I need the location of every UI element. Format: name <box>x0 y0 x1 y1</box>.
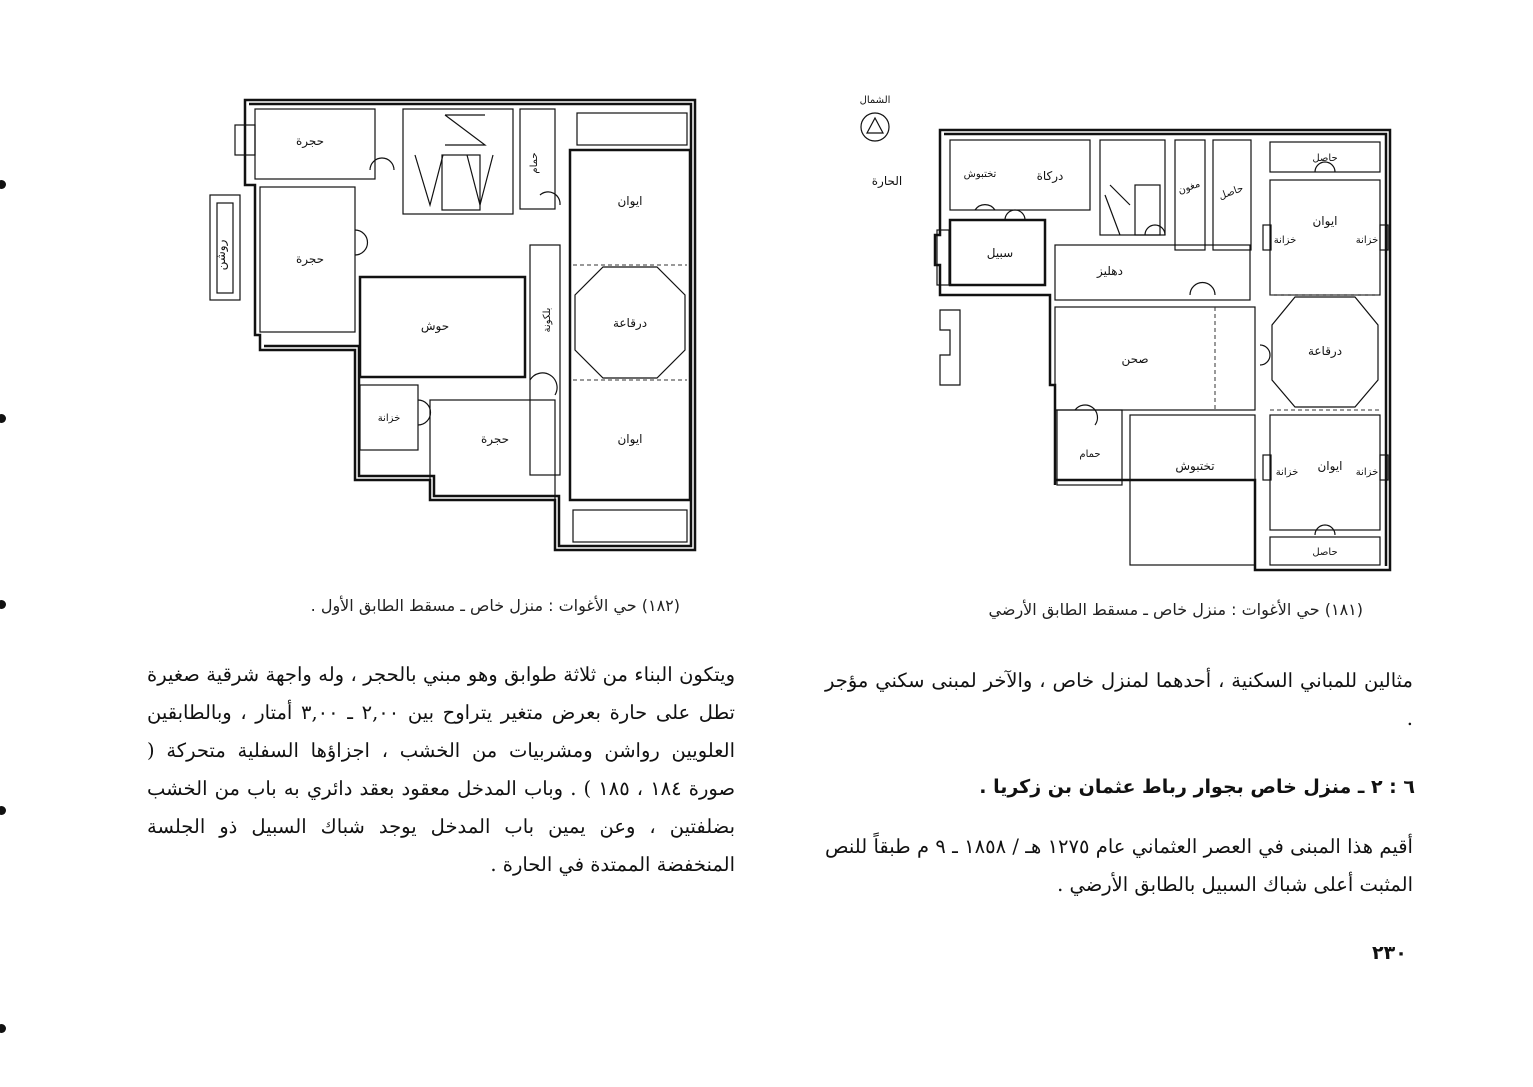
room-label-iwan-north: ايوان <box>1312 214 1338 228</box>
room-label-hujra-1: حجرة <box>295 134 325 148</box>
figure-caption-182: (١٨٢) حي الأغوات : منزل خاص ـ مسقط الطابق الأول . <box>310 596 680 615</box>
room-label-durqaa: درقاعة <box>612 316 648 330</box>
right-intro-text <box>825 662 1413 738</box>
left-paragraph: ويتكون البناء من ثلاثة طوابق وهو مبني بالحجر ، وله واجهة شرقية صغيرة تطل على حارة بعرض متغير يتراوح بين ٢,٠٠ ـ ٣,٠٠ أمتار ، وبالطابقين العلويين رواشن ومشربيات من الخشب ، اجزاؤها السفلية متحركة ( صورة ١٨٤ ، ١٨٥ ) . وباب المدخل معقود بعقد دائري به باب من الخشب بضلفتين ، وعن يمين باب المدخل يوجد شباك السبيل ذو الجلسة المنخفضة الممتدة في الحارة . <box>147 663 736 876</box>
room-label-rawshan: روشن <box>214 239 228 271</box>
room-label-dirka: دركاة <box>1036 169 1064 183</box>
north-label: الشمال <box>859 95 891 106</box>
street-label: الحارة <box>871 174 903 188</box>
binding-mark <box>0 600 6 609</box>
room-label-khazana-2: خزانة <box>1355 235 1379 246</box>
room-label-balcony: بلكونة <box>542 307 553 333</box>
room-label-dihliz: دهليز <box>1097 264 1123 278</box>
room-label-hasil-bottom: حاصل <box>1312 547 1338 558</box>
room-label-sabil: سبيل <box>986 246 1014 260</box>
room-label-hammam: حمام <box>529 152 540 174</box>
room-label-sahn: صحن <box>1121 352 1149 366</box>
room-label-durqaa: درقاعة <box>1307 344 1343 358</box>
right-body-paragraph: أقيم هذا المبنى في العصر العثماني عام ١٢٧٥ هـ / ١٨٥٨ ـ ٩ م طبقاً للنص المثبت أعلى شباك السبيل بالطابق الأرضي . <box>825 835 1413 896</box>
room-label-hujra-2: حجرة <box>295 252 325 266</box>
floor-plan-181 <box>845 85 1405 580</box>
room-label-hosh: حوش <box>420 319 450 333</box>
binding-mark <box>0 414 6 423</box>
figure-caption-181: (١٨١) حي الأغوات : منزل خاص ـ مسقط الطابق الأرضي <box>988 600 1363 619</box>
room-label-iwan-north: ايوان <box>617 194 643 208</box>
floor-plan-182 <box>205 95 705 560</box>
binding-mark <box>0 806 6 815</box>
room-label-khazana: خزانة <box>377 413 401 424</box>
room-label-khazana-3: خزانة <box>1275 467 1299 478</box>
room-label-iwan-south: ايوان <box>617 432 643 446</box>
room-label-iwan-south: ايوان <box>1317 459 1343 473</box>
left-column-text <box>147 656 735 884</box>
section-heading: ٦ : ٢ ـ منزل خاص بجوار رباط عثمان بن زكريا . <box>979 776 1415 798</box>
right-intro-paragraph: مثالين للمباني السكنية ، أحدهما لمنزل خاص ، والآخر لمبنى سكني مؤجر . <box>825 669 1413 730</box>
room-label-maghun: مغون <box>1176 178 1202 197</box>
room-label-hammam: حمام <box>1079 449 1101 460</box>
page-number: ٢٣٠ <box>1372 942 1407 964</box>
room-label-takhtabush: تختبوش <box>963 169 997 180</box>
room-label-khazana-1: خزانة <box>1273 235 1297 246</box>
room-label-taktabush: تختبوش <box>1175 459 1215 473</box>
room-label-khazana-4: خزانة <box>1355 467 1379 478</box>
right-body-text <box>825 828 1413 904</box>
binding-mark <box>0 1024 6 1033</box>
room-label-hujra-3: حجرة <box>480 432 510 446</box>
binding-mark <box>0 180 6 189</box>
room-label-hasil-1: حاصل <box>1217 183 1245 203</box>
room-label-hasil-top: حاصل <box>1312 153 1338 164</box>
